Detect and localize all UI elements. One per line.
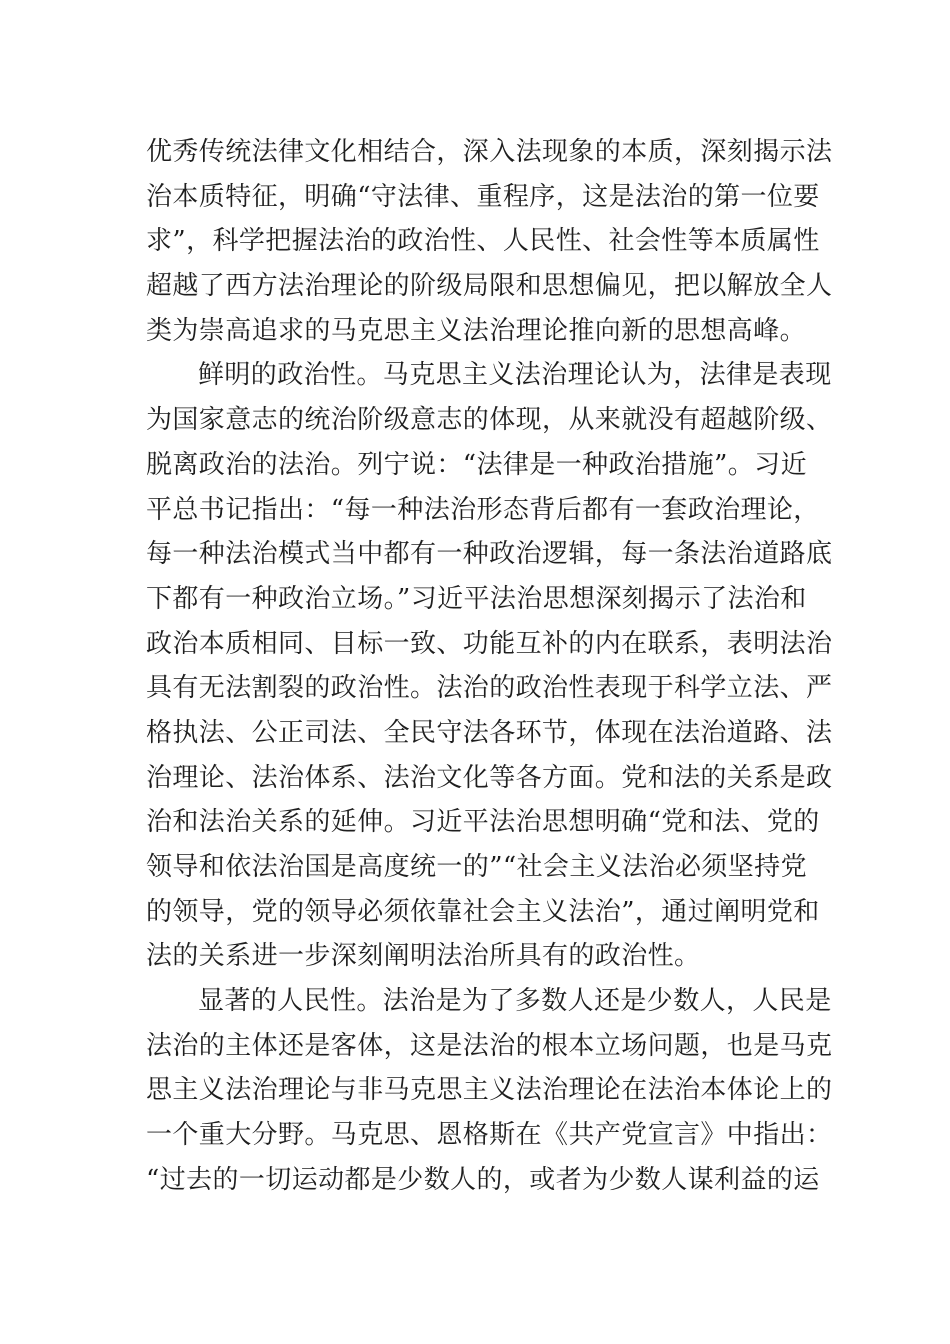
text-line: 脱离政治的法治。列宁说：“法律是一种政治措施”。习近 [146, 449, 807, 480]
text-line: 一个重大分野。马克思、恩格斯在《共产党宣言》中指出： [146, 1120, 833, 1151]
text-line: 具有无法割裂的政治性。法治的政治性表现于科学立法、严 [146, 673, 833, 704]
text-line: 政治本质相同、目标一致、功能互补的内在联系，表明法治 [146, 628, 833, 659]
paragraph-start-line: 显著的人民性。法治是为了多数人还是少数人，人民是 [198, 986, 832, 1017]
text-line: 的领导，党的领导必须依靠社会主义法治”，通过阐明党和 [146, 896, 820, 927]
text-line: 法治的主体还是客体，这是法治的根本立场问题，也是马克 [146, 1030, 833, 1061]
text-line: “过去的一切运动都是少数人的，或者为少数人谋利益的运 [146, 1164, 820, 1195]
text-line: 领导和依法治国是高度统一的”“社会主义法治必须坚持党 [146, 852, 807, 882]
text-line: 治理论、法治体系、法治文化等各方面。党和法的关系是政 [146, 762, 833, 793]
text-line: 法的关系进一步深刻阐明法治所具有的政治性。 [146, 941, 701, 972]
text-line: 求”，科学把握法治的政治性、人民性、社会性等本质属性 [146, 226, 820, 257]
text-line: 优秀传统法律文化相结合，深入法现象的本质，深刻揭示法 [146, 137, 833, 167]
body-text [146, 130, 833, 1203]
paragraph-start-line: 鲜明的政治性。马克思主义法治理论认为，法律是表现 [198, 360, 832, 391]
text-line: 治本质特征，明确“守法律、重程序，这是法治的第一位要 [146, 181, 820, 212]
text-line: 为国家意志的统治阶级意志的体现，从来就没有超越阶级、 [146, 405, 833, 436]
text-line: 下都有一种政治立场。”习近平法治思想深刻揭示了法治和 [146, 583, 807, 614]
text-line: 治和法治关系的延伸。习近平法治思想明确“党和法、党的 [146, 807, 820, 838]
text-line: 超越了西方法治理论的阶级局限和思想偏见，把以解放全人 [146, 271, 833, 302]
text-line: 每一种法治模式当中都有一种政治逻辑，每一条法治道路底 [146, 539, 833, 570]
text-line: 格执法、公正司法、全民守法各环节，体现在法治道路、法 [146, 717, 833, 748]
text-line: 类为崇高追求的马克思主义法治理论推向新的思想高峰。 [146, 315, 807, 346]
text-line: 思主义法治理论与非马克思主义法治理论在法治本体论上的 [146, 1075, 833, 1106]
text-line: 平总书记指出：“每一种法治形态背后都有一套政治理论， [146, 494, 820, 525]
